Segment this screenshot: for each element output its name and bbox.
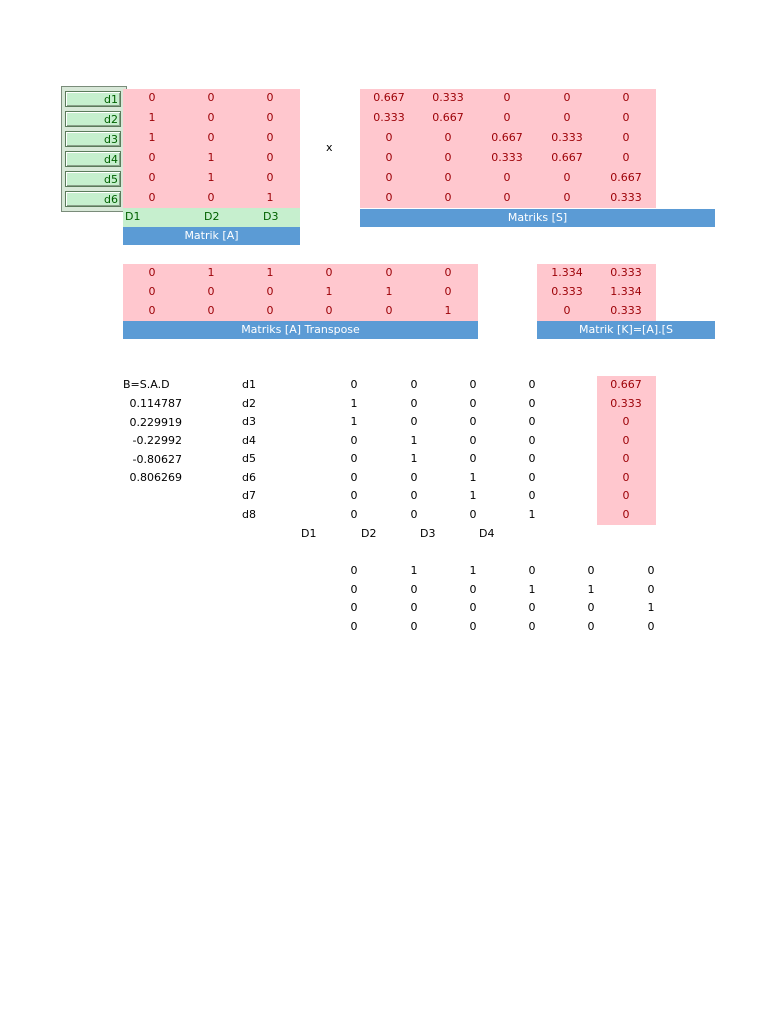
lower-row-label: d3 bbox=[242, 415, 256, 428]
lower-cell: 0 bbox=[410, 489, 418, 502]
matrix-s-cell: 0.333 bbox=[610, 191, 642, 204]
b-value: -0.22992 bbox=[132, 434, 182, 447]
matrix-s-cell: 0 bbox=[622, 111, 630, 124]
lower-cell: 1 bbox=[410, 433, 418, 447]
lower-col-label: D4 bbox=[479, 527, 495, 540]
row-label-d4: d4 bbox=[65, 151, 121, 167]
matrix-a-cell: 0 bbox=[266, 131, 274, 144]
transpose-cell: 0 bbox=[325, 266, 333, 279]
bottom-cell: 0 bbox=[410, 619, 418, 633]
bottom-cell: 0 bbox=[587, 601, 595, 614]
bottom-cell: 0 bbox=[350, 564, 358, 577]
transpose-cell: 0 bbox=[207, 304, 215, 317]
lower-cell: 0 bbox=[410, 507, 418, 521]
lower-col-label: D3 bbox=[420, 527, 436, 540]
lower-cell: 0 bbox=[528, 396, 536, 410]
matrix-a-col-label-d3: D3 bbox=[263, 210, 279, 223]
lower-cell: 0 bbox=[410, 470, 418, 484]
bottom-cell: 1 bbox=[587, 582, 595, 596]
matrix-s-cell: 0 bbox=[622, 131, 630, 144]
lower-cell: 1 bbox=[410, 452, 418, 465]
matrix-a-col-label-d1: D1 bbox=[125, 210, 141, 223]
bottom-cell: 0 bbox=[528, 601, 536, 614]
bottom-cell: 0 bbox=[587, 619, 595, 633]
transpose-cell: 0 bbox=[385, 266, 393, 279]
transpose-cell: 1 bbox=[444, 304, 452, 317]
matrix-s-cell: 0.333 bbox=[373, 111, 405, 124]
transpose-cell: 1 bbox=[385, 285, 393, 298]
matrix-s-cell: 0 bbox=[385, 151, 393, 164]
matrix-s-cell: 0 bbox=[563, 91, 571, 104]
matrix-a-cell: 0 bbox=[266, 91, 274, 104]
pink-column-cell: 0 bbox=[622, 507, 630, 521]
transpose-caption: Matriks [A] Transpose bbox=[123, 321, 478, 339]
bottom-cell: 1 bbox=[410, 564, 418, 577]
lower-cell: 0 bbox=[469, 452, 477, 465]
matrix-s-cell: 0 bbox=[503, 91, 511, 104]
matrix-s-cell: 0.333 bbox=[432, 91, 464, 104]
matrix-s-cell: 0 bbox=[444, 151, 452, 164]
transpose-cell: 0 bbox=[148, 266, 156, 279]
b-value: 0.229919 bbox=[129, 415, 182, 429]
matrix-k-cell: 0.333 bbox=[551, 285, 583, 298]
matrix-a-cell: 0 bbox=[148, 171, 156, 184]
b-value: 0.806269 bbox=[129, 471, 182, 484]
pink-column-cell: 0 bbox=[622, 415, 630, 428]
lower-row-label: d2 bbox=[242, 396, 256, 410]
lower-cell: 1 bbox=[350, 415, 358, 428]
matrix-s-cell: 0.667 bbox=[551, 151, 583, 164]
lower-cell: 1 bbox=[469, 489, 477, 502]
matrix-a-cell: 0 bbox=[207, 131, 215, 144]
lower-row-label: d5 bbox=[242, 452, 256, 465]
matrix-a-cell: 0 bbox=[266, 111, 274, 124]
bottom-cell: 0 bbox=[469, 619, 477, 633]
matrix-a-caption: Matrik [A] bbox=[123, 227, 300, 245]
row-label-d3: d3 bbox=[65, 131, 121, 147]
transpose-cell: 0 bbox=[444, 285, 452, 298]
bottom-cell: 0 bbox=[528, 564, 536, 577]
lower-row-label: d7 bbox=[242, 489, 256, 502]
matrix-s-caption: Matriks [S] bbox=[360, 209, 715, 227]
matrix-k-cell: 1.334 bbox=[551, 266, 583, 279]
lower-cell: 0 bbox=[528, 470, 536, 484]
lower-cell: 0 bbox=[528, 452, 536, 465]
pink-column-cell: 0.667 bbox=[610, 378, 642, 391]
transpose-cell: 0 bbox=[266, 304, 274, 317]
bottom-cell: 0 bbox=[350, 582, 358, 596]
lower-cell: 0 bbox=[469, 415, 477, 428]
matrix-k-cell: 0.333 bbox=[610, 304, 642, 317]
pink-column-cell: 0 bbox=[622, 452, 630, 465]
transpose-cell: 1 bbox=[207, 266, 215, 279]
matrix-s-cell: 0 bbox=[444, 171, 452, 184]
row-label-d2: d2 bbox=[65, 111, 121, 127]
transpose-cell: 1 bbox=[266, 266, 274, 279]
bottom-cell: 0 bbox=[469, 582, 477, 596]
bottom-cell: 0 bbox=[350, 601, 358, 614]
row-label-d1: d1 bbox=[65, 91, 121, 107]
matrix-a-cell: 0 bbox=[148, 91, 156, 104]
pink-column-cell: 0 bbox=[622, 470, 630, 484]
b-value: -0.80627 bbox=[132, 452, 182, 466]
matrix-s-cell: 0 bbox=[444, 131, 452, 144]
bottom-cell: 0 bbox=[410, 582, 418, 596]
lower-cell: 0 bbox=[410, 396, 418, 410]
lower-col-label: D2 bbox=[361, 527, 377, 540]
matrix-s-cell: 0 bbox=[622, 91, 630, 104]
lower-cell: 0 bbox=[528, 415, 536, 428]
pink-column-cell: 0 bbox=[622, 433, 630, 447]
lower-cell: 0 bbox=[469, 396, 477, 410]
lower-cell: 0 bbox=[350, 378, 358, 391]
bottom-cell: 0 bbox=[647, 619, 655, 633]
matrix-s-cell: 0 bbox=[503, 111, 511, 124]
lower-cell: 0 bbox=[410, 378, 418, 391]
bottom-cell: 1 bbox=[469, 564, 477, 577]
matrix-k-cell: 0 bbox=[563, 304, 571, 317]
matrix-a-cell: 0 bbox=[266, 171, 274, 184]
matrix-s-cell: 0.667 bbox=[373, 91, 405, 104]
matrix-s-cell: 0 bbox=[444, 191, 452, 204]
lower-cell: 0 bbox=[528, 378, 536, 391]
lower-cell: 0 bbox=[469, 507, 477, 521]
lower-cell: 0 bbox=[528, 489, 536, 502]
matrix-s-cell: 0 bbox=[385, 171, 393, 184]
lower-row-label: d1 bbox=[242, 378, 256, 391]
bottom-cell: 0 bbox=[647, 582, 655, 596]
bottom-cell: 1 bbox=[528, 582, 536, 596]
matrix-s-cell: 0 bbox=[385, 131, 393, 144]
matrix-s-cell: 0.333 bbox=[491, 151, 523, 164]
transpose-cell: 0 bbox=[207, 285, 215, 298]
matrix-s-cell: 0 bbox=[503, 191, 511, 204]
lower-row-label: d4 bbox=[242, 433, 256, 447]
lower-col-label: D1 bbox=[301, 527, 317, 540]
bottom-cell: 0 bbox=[350, 619, 358, 633]
matrix-s-cell: 0.667 bbox=[432, 111, 464, 124]
matrix-k-cell: 1.334 bbox=[610, 285, 642, 298]
matrix-a-cell: 0 bbox=[266, 151, 274, 164]
matrix-a-cell: 0 bbox=[207, 91, 215, 104]
matrix-s-cell: 0 bbox=[622, 151, 630, 164]
bottom-cell: 0 bbox=[647, 564, 655, 577]
matrix-k-caption: Matrik [K]=[A].[S bbox=[537, 321, 715, 339]
matrix-a-cell: 0 bbox=[207, 111, 215, 124]
matrix-a-cell: 1 bbox=[266, 191, 274, 204]
matrix-k-cell: 0.333 bbox=[610, 266, 642, 279]
transpose-cell: 0 bbox=[444, 266, 452, 279]
pink-column-cell: 0 bbox=[622, 489, 630, 502]
lower-cell: 0 bbox=[350, 452, 358, 465]
matrix-a-cell: 1 bbox=[207, 171, 215, 184]
matrix-s-cell: 0.667 bbox=[491, 131, 523, 144]
matrix-s-cell: 0 bbox=[563, 111, 571, 124]
transpose-cell: 0 bbox=[266, 285, 274, 298]
transpose-cell: 0 bbox=[385, 304, 393, 317]
transpose-cell: 0 bbox=[325, 304, 333, 317]
b-column-header: B=S.A.D bbox=[123, 378, 170, 391]
matrix-s-cell: 0 bbox=[385, 191, 393, 204]
transpose-cell: 1 bbox=[325, 285, 333, 298]
lower-row-label: d6 bbox=[242, 470, 256, 484]
matrix-a-cell: 1 bbox=[207, 151, 215, 164]
matrix-a-cell: 0 bbox=[207, 191, 215, 204]
lower-cell: 0 bbox=[410, 415, 418, 428]
lower-row-label: d8 bbox=[242, 507, 256, 521]
lower-cell: 0 bbox=[350, 470, 358, 484]
bottom-cell: 0 bbox=[469, 601, 477, 614]
lower-cell: 1 bbox=[350, 396, 358, 410]
transpose-cell: 0 bbox=[148, 304, 156, 317]
lower-cell: 0 bbox=[469, 433, 477, 447]
matrix-a-col-label-d2: D2 bbox=[204, 210, 220, 223]
matrix-s-cell: 0 bbox=[563, 171, 571, 184]
row-label-d5: d5 bbox=[65, 171, 121, 187]
matrix-a-cell: 0 bbox=[148, 151, 156, 164]
bottom-cell: 1 bbox=[647, 601, 655, 614]
matrix-a-cell: 0 bbox=[148, 191, 156, 204]
matrix-a-cell: 1 bbox=[148, 131, 156, 144]
lower-cell: 0 bbox=[350, 433, 358, 447]
matrix-a-cell: 1 bbox=[148, 111, 156, 124]
lower-cell: 0 bbox=[350, 489, 358, 502]
row-label-d6: d6 bbox=[65, 191, 121, 207]
b-value: 0.114787 bbox=[129, 397, 182, 410]
lower-cell: 0 bbox=[469, 378, 477, 391]
matrix-s-cell: 0.667 bbox=[610, 171, 642, 184]
lower-cell: 0 bbox=[528, 433, 536, 447]
matrix-s-cell: 0 bbox=[563, 191, 571, 204]
lower-cell: 1 bbox=[469, 470, 477, 484]
lower-cell: 1 bbox=[528, 507, 536, 521]
transpose-cell: 0 bbox=[148, 285, 156, 298]
multiply-symbol: x bbox=[326, 141, 333, 154]
matrix-s-cell: 0 bbox=[503, 171, 511, 184]
matrix-s-cell: 0.333 bbox=[551, 131, 583, 144]
bottom-cell: 0 bbox=[410, 601, 418, 614]
pink-column-cell: 0.333 bbox=[610, 396, 642, 410]
bottom-cell: 0 bbox=[587, 564, 595, 577]
lower-cell: 0 bbox=[350, 507, 358, 521]
bottom-cell: 0 bbox=[528, 619, 536, 633]
